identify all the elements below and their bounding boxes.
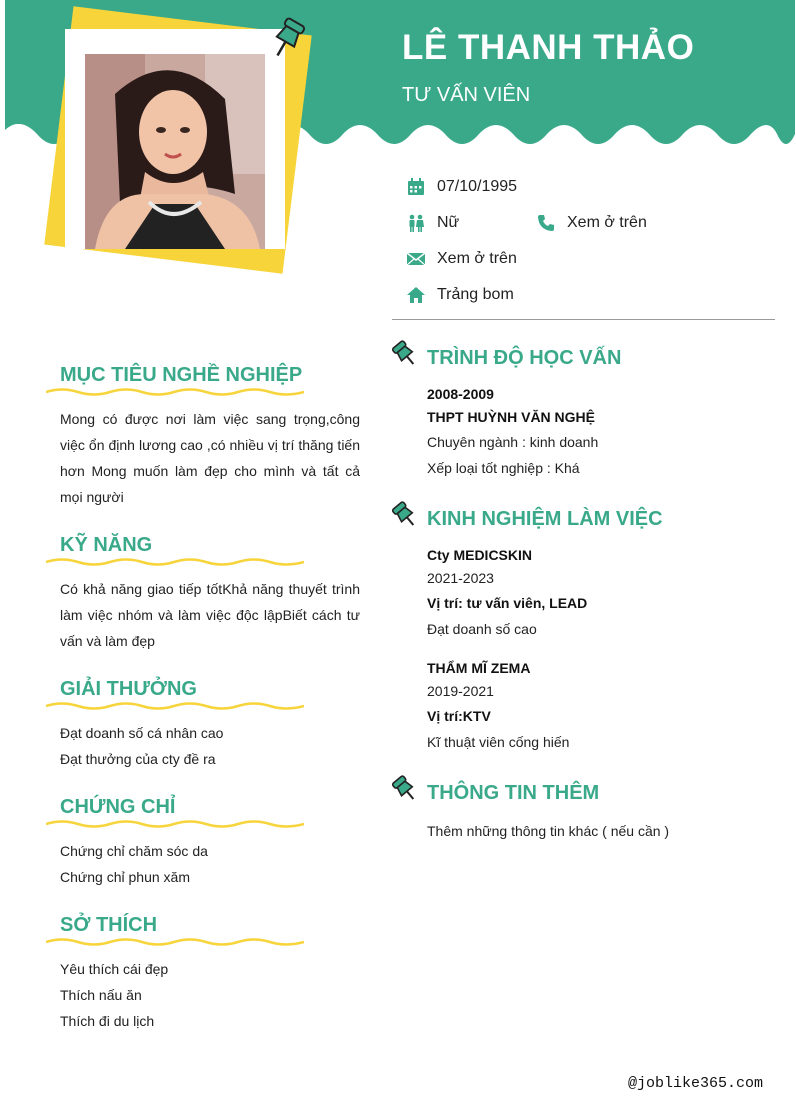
pushpin-icon	[392, 775, 418, 803]
objective-title: MỤC TIÊU NGHỀ NGHIỆP	[60, 364, 303, 386]
education-major: Chuyên ngành : kinh doanh	[427, 434, 599, 450]
objective-underline	[46, 386, 304, 398]
mail-icon	[407, 250, 425, 268]
certificates-title: CHỨNG CHỈ	[60, 796, 176, 818]
contact-phone	[537, 214, 647, 232]
experience-title: KINH NGHIỆM LÀM VIỆC	[427, 508, 663, 530]
job-period: 2019-2021	[427, 683, 494, 699]
job-description: Kĩ thuật viên cống hiến	[427, 734, 570, 750]
hobbies-underline	[46, 936, 304, 948]
skills-text: Có khả năng giao tiếp tốtKhả năng thuyết trình làm việc nhóm và làm việc độc lậpBiết cách tư vấn và làm đẹp	[60, 581, 360, 649]
contact-gender	[407, 214, 459, 232]
pushpin-icon	[392, 501, 418, 529]
contact-divider	[392, 319, 775, 320]
certificates-underline	[46, 818, 304, 830]
awards-title: GIẢI THƯỞNG	[60, 678, 197, 700]
gender-icon	[407, 214, 425, 232]
home-icon	[407, 286, 425, 304]
job-company: Cty MEDICSKIN	[427, 547, 533, 563]
education-school: THPT HUỲNH VĂN NGHỆ	[427, 409, 596, 425]
job-period: 2021-2023	[427, 570, 494, 586]
skills-title: KỸ NĂNG	[60, 534, 153, 556]
additional-text: Thêm những thông tin khác ( nếu cần )	[427, 823, 670, 839]
hobby-item: Thích đi du lịch	[60, 1013, 155, 1029]
objective-text: Mong có được nơi làm việc sang trọng,công việc ổn định lương cao ,có nhiều vị trí thăng tiến hơn Mong muốn làm đẹp cho mình và tất cả mọi người	[60, 411, 360, 505]
profile-photo	[85, 54, 265, 249]
contact-birthday	[407, 178, 517, 196]
pushpin-icon	[266, 16, 308, 62]
hobby-item: Yêu thích cái đẹp	[60, 961, 169, 977]
hobby-item: Thích nấu ăn	[60, 987, 142, 1003]
birthday-value: 07/10/1995	[437, 178, 518, 195]
education-period: 2008-2009	[427, 386, 494, 402]
candidate-role: TƯ VẤN VIÊN	[402, 84, 531, 106]
certificate-item: Chứng chỉ chăm sóc da	[60, 843, 208, 859]
job-description: Đạt doanh số cao	[427, 621, 537, 637]
awards-underline	[46, 700, 304, 712]
award-item: Đạt doanh số cá nhân cao	[60, 725, 224, 741]
contact-address	[407, 286, 514, 304]
education-title: TRÌNH ĐỘ HỌC VẤN	[427, 347, 622, 369]
additional-title: THÔNG TIN THÊM	[427, 782, 600, 804]
candidate-name: LÊ THANH THẢO	[402, 28, 695, 67]
award-item: Đạt thưởng của cty đề ra	[60, 751, 216, 767]
phone-value: Xem ở trên	[567, 214, 647, 231]
pushpin-icon	[392, 340, 418, 368]
calendar-icon	[407, 178, 425, 196]
address-value: Trảng bom	[437, 286, 514, 303]
phone-icon	[537, 214, 555, 232]
hobbies-title: SỞ THÍCH	[60, 914, 158, 936]
certificate-item: Chứng chỉ phun xăm	[60, 869, 190, 885]
education-grade: Xếp loại tốt nghiệp : Khá	[427, 460, 580, 476]
email-value: Xem ở trên	[437, 250, 517, 267]
job-position: Vị trí:KTV	[427, 708, 491, 724]
skills-underline	[46, 556, 304, 568]
contact-email	[407, 250, 517, 268]
footer-watermark: @joblike365.com	[627, 1075, 763, 1092]
gender-value: Nữ	[437, 214, 460, 231]
job-position: Vị trí: tư vấn viên, LEAD	[427, 595, 588, 611]
job-company: THẨM MĨ ZEMA	[427, 660, 531, 676]
